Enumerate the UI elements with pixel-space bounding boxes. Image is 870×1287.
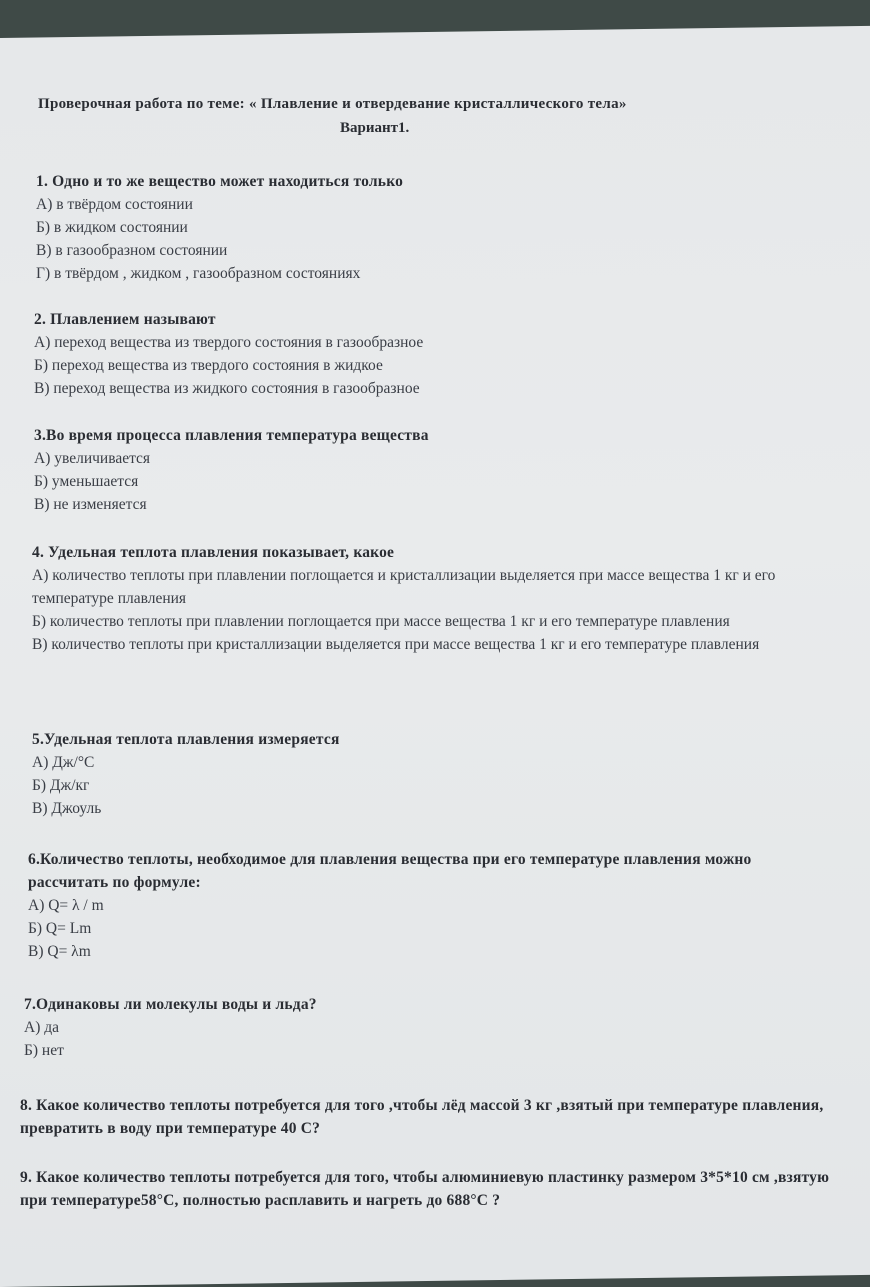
answer-option: А) Дж/°С — [32, 754, 95, 771]
answer-option: Б) в жидком состоянии — [36, 219, 188, 236]
page-title: Проверочная работа по теме: « Плавление и отвердевание кристаллического тела» — [38, 96, 627, 112]
answer-option: Б) Дж/кг — [32, 777, 90, 794]
question-5 — [32, 728, 340, 820]
question-4 — [32, 541, 852, 656]
answer-option: А) переход вещества из твердого состояния в газообразное — [34, 334, 424, 351]
variant-label: Вариант1. — [340, 120, 410, 136]
question-1 — [36, 170, 403, 285]
answer-option: Б) количество теплоты при плавлении поглощается при массе вещества 1 кг и его температуре плавления — [32, 613, 730, 630]
question-text: 6.Количество теплоты, необходимое для плавления вещества при его температуре плавления можно рассчитать по формуле: — [28, 851, 752, 891]
question-2 — [34, 308, 423, 400]
question-6 — [28, 848, 818, 963]
question-text: 7.Одинаковы ли молекулы воды и льда? — [24, 996, 317, 1013]
answer-option: В) количество теплоты при кристаллизации выделяется при массе вещества 1 кг и его температуре плавления — [32, 636, 760, 653]
answer-option: А) в твёрдом состоянии — [36, 196, 193, 213]
answer-option: Г) в твёрдом , жидком , газообразном состояниях — [36, 265, 361, 282]
question-text: 1. Одно и то же вещество может находиться только — [36, 173, 404, 190]
answer-option: А) Q= λ / m — [28, 897, 104, 914]
answer-option: А) увеличивается — [34, 450, 151, 467]
question-text: 3.Во время процесса плавления температура вещества — [34, 427, 429, 444]
answer-option: В) Q= λm — [28, 943, 91, 960]
question-8 — [20, 1094, 856, 1140]
answer-option: Б) нет — [24, 1042, 64, 1059]
question-9 — [20, 1166, 860, 1212]
answer-option: А) количество теплоты при плавлении поглощается и кристаллизации выделяется при массе вещества 1 кг и его температуре плавления — [32, 567, 776, 607]
answer-option: В) в газообразном состоянии — [36, 242, 228, 259]
answer-option: Б) Q= Lm — [28, 920, 92, 937]
question-3 — [34, 424, 429, 516]
answer-option: Б) уменьшается — [34, 473, 139, 490]
question-7 — [24, 993, 317, 1062]
answer-option: В) переход вещества из жидкого состояния в газообразное — [34, 380, 420, 397]
answer-option: А) да — [24, 1019, 59, 1036]
question-text: 2. Плавлением называют — [34, 311, 216, 328]
answer-option: В) не изменяется — [34, 496, 147, 513]
question-text: 9. Какое количество теплоты потребуется для того, чтобы алюминиевую пластинку размером 3*5*10 см ,взятую при температуре58°С, полностью расплавить и нагреть до 688°С ? — [20, 1169, 830, 1209]
question-text: 5.Удельная теплота плавления измеряется — [32, 731, 340, 748]
answer-option: Б) переход вещества из твердого состояния в жидкое — [34, 357, 383, 374]
question-text: 4. Удельная теплота плавления показывает, какое — [32, 544, 395, 561]
answer-option: В) Джоуль — [32, 800, 102, 817]
question-text: 8. Какое количество теплоты потребуется для того ,чтобы лёд массой 3 кг ,взятый при температуре плавления, превратить в воду при температуре 40 С? — [20, 1097, 824, 1137]
